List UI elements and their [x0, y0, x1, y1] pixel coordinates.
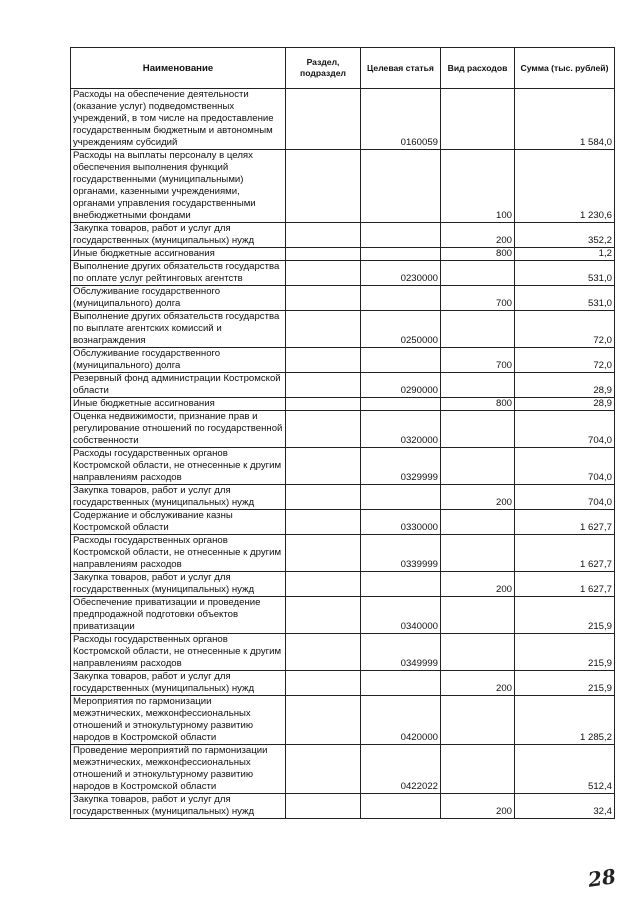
row-target-code: 0230000 — [361, 261, 441, 286]
row-section — [286, 89, 361, 150]
row-amount: 1 230,6 — [515, 150, 615, 223]
row-section — [286, 572, 361, 597]
row-section — [286, 696, 361, 745]
row-name: Обеспечение приватизации и проведение предпродажной подготовки объектов приватизации — [71, 597, 286, 634]
row-section — [286, 248, 361, 261]
row-name: Проведение мероприятий по гармонизации межэтнических, межконфессиональных отношений и этнокультурному развитию народов в Костромской области — [71, 745, 286, 794]
table-row — [71, 510, 615, 535]
header-name: Наименование — [71, 48, 286, 89]
row-amount: 215,9 — [515, 671, 615, 696]
table-row — [71, 535, 615, 572]
row-expense-kind: 700 — [441, 348, 515, 373]
row-expense-kind — [441, 261, 515, 286]
table-row — [71, 671, 615, 696]
row-section — [286, 485, 361, 510]
row-target-code: 0422022 — [361, 745, 441, 794]
row-target-code — [361, 485, 441, 510]
row-amount: 1 584,0 — [515, 89, 615, 150]
row-expense-kind — [441, 510, 515, 535]
row-target-code: 0340000 — [361, 597, 441, 634]
table-row — [71, 411, 615, 448]
row-name: Резервный фонд администрации Костромской области — [71, 373, 286, 398]
row-section — [286, 373, 361, 398]
table-row — [71, 89, 615, 150]
row-target-code — [361, 150, 441, 223]
row-expense-kind — [441, 634, 515, 671]
row-target-code — [361, 286, 441, 311]
table-row — [71, 597, 615, 634]
row-section — [286, 448, 361, 485]
header-sum: Сумма (тыс. рублей) — [515, 48, 615, 89]
row-name: Расходы государственных органов Костромской области, не отнесенные к другим направлениям расходов — [71, 634, 286, 671]
table-header-row — [71, 48, 615, 89]
row-target-code: 0329999 — [361, 448, 441, 485]
row-expense-kind — [441, 745, 515, 794]
row-section — [286, 634, 361, 671]
row-target-code: 0320000 — [361, 411, 441, 448]
row-target-code: 0420000 — [361, 696, 441, 745]
row-amount: 215,9 — [515, 634, 615, 671]
row-name: Расходы на обеспечение деятельности (оказание услуг) подведомственных учреждений, в том числе на предоставление государственным бюджетным и автономным учреждениям субсидий — [71, 89, 286, 150]
row-amount: 32,4 — [515, 794, 615, 819]
row-name: Содержание и обслуживание казны Костромской области — [71, 510, 286, 535]
row-section — [286, 223, 361, 248]
row-amount: 531,0 — [515, 286, 615, 311]
header-kind: Вид расходов — [441, 48, 515, 89]
row-amount: 215,9 — [515, 597, 615, 634]
row-section — [286, 671, 361, 696]
table-row — [71, 572, 615, 597]
row-section — [286, 398, 361, 411]
row-expense-kind: 800 — [441, 398, 515, 411]
row-name: Иные бюджетные ассигнования — [71, 398, 286, 411]
table-row — [71, 311, 615, 348]
document-page — [70, 47, 614, 819]
table-row — [71, 373, 615, 398]
table-row — [71, 223, 615, 248]
row-name: Закупка товаров, работ и услуг для государственных (муниципальных) нужд — [71, 572, 286, 597]
row-expense-kind: 200 — [441, 572, 515, 597]
row-name: Обслуживание государственного (муниципального) долга — [71, 286, 286, 311]
row-amount: 1,2 — [515, 248, 615, 261]
row-section — [286, 794, 361, 819]
table-row — [71, 348, 615, 373]
row-expense-kind: 100 — [441, 150, 515, 223]
table-row — [71, 150, 615, 223]
row-expense-kind — [441, 696, 515, 745]
row-target-code: 0160059 — [361, 89, 441, 150]
row-amount: 72,0 — [515, 348, 615, 373]
row-amount: 1 627,7 — [515, 510, 615, 535]
row-amount: 512,4 — [515, 745, 615, 794]
row-expense-kind: 200 — [441, 671, 515, 696]
row-expense-kind — [441, 89, 515, 150]
row-expense-kind — [441, 448, 515, 485]
row-section — [286, 535, 361, 572]
row-target-code: 0349999 — [361, 634, 441, 671]
row-section — [286, 150, 361, 223]
row-name: Выполнение других обязательств государства по выплате агентских комиссий и вознаграждения — [71, 311, 286, 348]
row-section — [286, 745, 361, 794]
table-row — [71, 794, 615, 819]
table-row — [71, 634, 615, 671]
row-section — [286, 510, 361, 535]
row-target-code — [361, 348, 441, 373]
row-section — [286, 261, 361, 286]
page-number: 28 — [586, 864, 618, 892]
header-section: Раздел, подраздел — [286, 48, 361, 89]
row-target-code — [361, 671, 441, 696]
row-amount: 28,9 — [515, 373, 615, 398]
row-name: Оценка недвижимости, признание прав и регулирование отношений по государственной собственности — [71, 411, 286, 448]
row-amount: 531,0 — [515, 261, 615, 286]
row-expense-kind — [441, 411, 515, 448]
row-name: Закупка товаров, работ и услуг для государственных (муниципальных) нужд — [71, 794, 286, 819]
row-target-code: 0330000 — [361, 510, 441, 535]
row-name: Закупка товаров, работ и услуг для государственных (муниципальных) нужд — [71, 485, 286, 510]
row-amount: 704,0 — [515, 448, 615, 485]
row-name: Закупка товаров, работ и услуг для государственных (муниципальных) нужд — [71, 223, 286, 248]
row-expense-kind — [441, 535, 515, 572]
row-section — [286, 348, 361, 373]
row-expense-kind — [441, 597, 515, 634]
row-name: Расходы на выплаты персоналу в целях обеспечения выполнения функций государственными (муниципальными) органами, казенными учреждениями, органами управления государственными внебюджетными фондами — [71, 150, 286, 223]
row-amount: 352,2 — [515, 223, 615, 248]
row-target-code: 0250000 — [361, 311, 441, 348]
row-section — [286, 411, 361, 448]
row-section — [286, 286, 361, 311]
table-row — [71, 745, 615, 794]
row-expense-kind: 700 — [441, 286, 515, 311]
row-amount: 72,0 — [515, 311, 615, 348]
row-target-code — [361, 794, 441, 819]
row-target-code — [361, 223, 441, 248]
row-section — [286, 597, 361, 634]
row-amount: 1 627,7 — [515, 572, 615, 597]
row-amount: 28,9 — [515, 398, 615, 411]
row-name: Иные бюджетные ассигнования — [71, 248, 286, 261]
row-name: Обслуживание государственного (муниципального) долга — [71, 348, 286, 373]
row-target-code — [361, 572, 441, 597]
row-amount: 704,0 — [515, 411, 615, 448]
header-target: Целевая статья — [361, 48, 441, 89]
row-amount: 1 627,7 — [515, 535, 615, 572]
row-expense-kind — [441, 373, 515, 398]
row-expense-kind — [441, 311, 515, 348]
table-row — [71, 286, 615, 311]
table-row — [71, 696, 615, 745]
row-name: Расходы государственных органов Костромской области, не отнесенные к другим направлениям расходов — [71, 535, 286, 572]
table-row — [71, 261, 615, 286]
row-amount: 1 285,2 — [515, 696, 615, 745]
row-amount: 704,0 — [515, 485, 615, 510]
table-row — [71, 448, 615, 485]
row-section — [286, 311, 361, 348]
row-target-code — [361, 248, 441, 261]
table-body — [71, 89, 615, 819]
row-expense-kind: 200 — [441, 794, 515, 819]
row-target-code — [361, 398, 441, 411]
row-expense-kind: 800 — [441, 248, 515, 261]
row-target-code: 0339999 — [361, 535, 441, 572]
budget-table — [70, 47, 615, 819]
row-target-code: 0290000 — [361, 373, 441, 398]
table-row — [71, 485, 615, 510]
row-name: Выполнение других обязательств государства по оплате услуг рейтинговых агентств — [71, 261, 286, 286]
table-row — [71, 398, 615, 411]
row-name: Мероприятия по гармонизации межэтнических, межконфессиональных отношений и этнокультурному развитию народов в Костромской области — [71, 696, 286, 745]
row-expense-kind: 200 — [441, 485, 515, 510]
row-name: Закупка товаров, работ и услуг для государственных (муниципальных) нужд — [71, 671, 286, 696]
table-row — [71, 248, 615, 261]
row-name: Расходы государственных органов Костромской области, не отнесенные к другим направлениям расходов — [71, 448, 286, 485]
row-expense-kind: 200 — [441, 223, 515, 248]
